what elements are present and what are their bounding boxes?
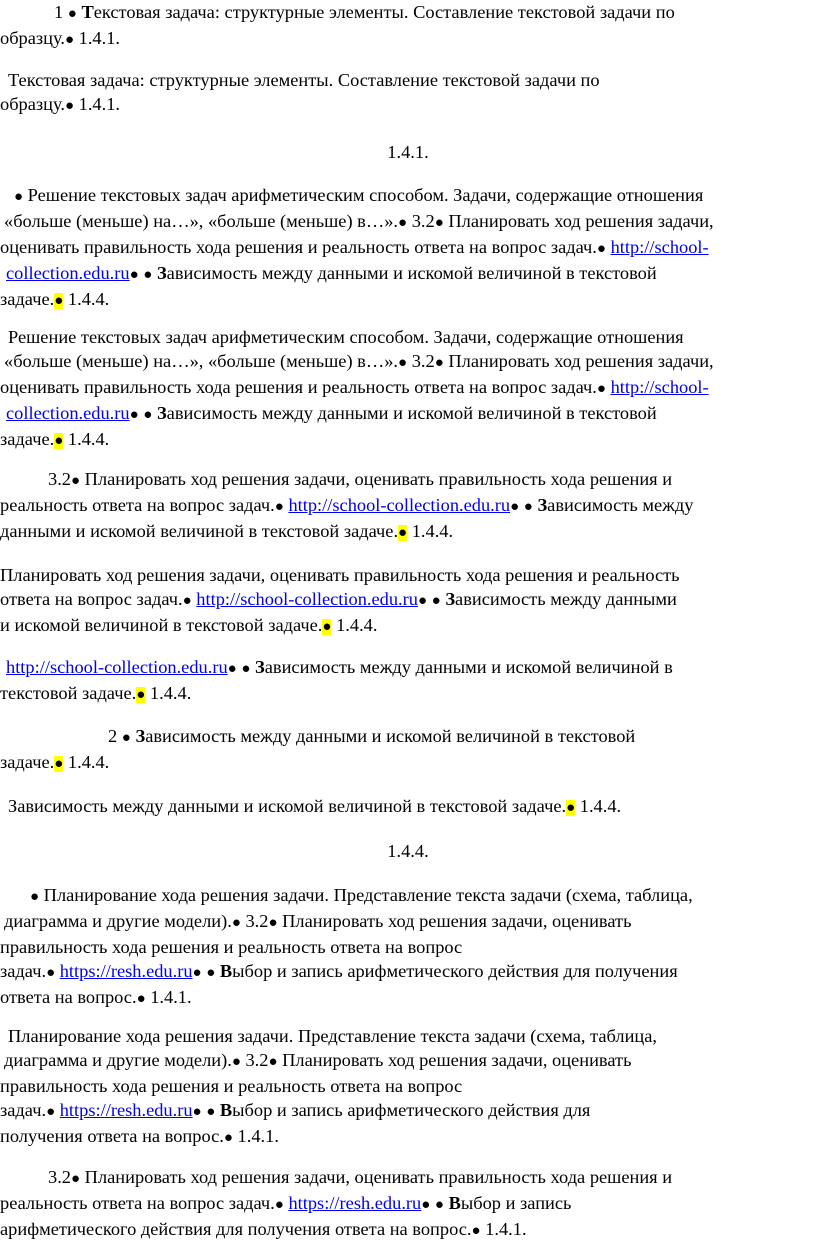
bullet-icon: ● xyxy=(434,215,444,231)
text-run: задач. xyxy=(0,961,47,981)
text-run: ыбор и запись арифметического действия для получения xyxy=(232,961,678,981)
text-line xyxy=(0,1124,816,1150)
text-run: 3.2 xyxy=(407,211,435,231)
bold-initial: Т xyxy=(81,2,94,22)
bullet-icon: ● xyxy=(227,661,237,677)
text-line xyxy=(0,909,816,935)
text-line xyxy=(0,26,816,52)
text-run: Зависимость между данными и искомой величиной в текстовой задаче. xyxy=(8,796,567,816)
bullet-icon: ● xyxy=(231,1054,241,1070)
bold-initial: В xyxy=(219,1100,233,1120)
bullet-icon: ● xyxy=(71,1171,81,1187)
text-run: Планирование хода решения задачи. Представление текста задачи (схема, таблица, xyxy=(8,1026,658,1046)
text-run: оценивать правильность хода решения и реальность ответа на вопрос задач. xyxy=(0,377,597,397)
highlighted-bullet-icon: ● xyxy=(54,293,64,309)
bullet-icon: ● xyxy=(274,499,284,515)
text-line xyxy=(0,1074,816,1098)
highlighted-bullet-icon: ● xyxy=(54,433,64,449)
text-line xyxy=(0,1098,816,1124)
paragraph-11 xyxy=(0,1024,816,1150)
bold-initial: З xyxy=(135,726,146,746)
text-run: Решение текстовых задач арифметическим способом. Задачи, содержащие отношения xyxy=(23,185,704,205)
text-line xyxy=(0,261,816,287)
text-line xyxy=(0,883,816,909)
bullet-icon: ● xyxy=(192,1104,202,1120)
text-run: 3.2 xyxy=(48,1167,71,1187)
text-run: 1.4.1. xyxy=(387,142,429,162)
text-run: 1.4.1. xyxy=(480,1219,527,1239)
bullet-icon: ● xyxy=(46,965,56,981)
text-run: ыбор и запись арифметического действия для xyxy=(232,1100,591,1120)
paragraph-10 xyxy=(0,883,816,1011)
text-line xyxy=(0,287,816,313)
bullet-icon: ● xyxy=(143,407,153,423)
paragraph-7 xyxy=(0,655,816,707)
bold-initial: З xyxy=(156,403,167,423)
text-line xyxy=(0,1191,816,1217)
highlighted-bullet-icon: ● xyxy=(322,619,332,635)
text-run: 1.4.4. xyxy=(63,429,110,449)
text-run: 2 xyxy=(108,726,122,746)
text-run: данными и искомой величиной в текстовой задаче. xyxy=(0,521,399,541)
text-run: ыбор и запись xyxy=(460,1193,572,1213)
bullet-icon: ● xyxy=(143,267,153,283)
text-run: Планировать ход решения задачи, оценивать xyxy=(277,911,632,931)
bullet-icon: ● xyxy=(223,1130,233,1146)
bullet-icon: ● xyxy=(596,381,606,397)
bullet-icon: ● xyxy=(398,215,408,231)
bullet-icon: ● xyxy=(421,1197,431,1213)
bullet-icon: ● xyxy=(129,407,139,423)
text-line xyxy=(0,92,816,118)
text-line xyxy=(0,1217,816,1243)
text-line xyxy=(0,724,816,750)
section-number-1-4-1 xyxy=(0,140,816,164)
text-line xyxy=(0,1024,816,1048)
text-run: 1.4.1. xyxy=(145,987,192,1007)
bullet-icon: ● xyxy=(136,991,146,1007)
text-run: Планирование хода решения задачи. Представление текста задачи (схема, таблица, xyxy=(39,885,693,905)
bullet-icon: ● xyxy=(398,355,408,371)
text-run: диаграмма и другие модели). xyxy=(4,1050,232,1070)
bullet-icon: ● xyxy=(71,473,81,489)
text-line xyxy=(0,681,816,707)
bullet-icon: ● xyxy=(523,499,533,515)
bullet-icon: ● xyxy=(268,1054,278,1070)
bullet-icon: ● xyxy=(129,267,139,283)
resource-link[interactable]: http://school-collection.edu.ru xyxy=(6,657,228,677)
bullet-icon: ● xyxy=(596,241,606,257)
paragraph-6 xyxy=(0,563,816,639)
text-run: Планировать ход решения задачи, оценивать правильность хода решения и реальность xyxy=(0,565,680,585)
text-run: образцу. xyxy=(0,28,65,48)
text-run: «больше (меньше) на…», «больше (меньше) в…». xyxy=(4,211,399,231)
bullet-icon: ● xyxy=(434,355,444,371)
text-run: ависимость между данными и искомой величиной в xyxy=(264,657,673,677)
paragraph-9 xyxy=(0,794,816,820)
bullet-icon: ● xyxy=(206,1104,216,1120)
paragraph-8 xyxy=(0,724,816,776)
bullet-icon: ● xyxy=(434,1197,444,1213)
resource-link[interactable]: https://resh.edu.ru xyxy=(59,1100,193,1120)
paragraph-12 xyxy=(0,1165,816,1243)
bold-initial: В xyxy=(219,961,233,981)
text-run: ависимость между данными и искомой величиной в текстовой xyxy=(145,726,636,746)
resource-link[interactable]: https://resh.edu.ru xyxy=(59,961,193,981)
text-line xyxy=(0,587,816,613)
text-run: задаче. xyxy=(0,752,55,772)
bullet-icon: ● xyxy=(192,965,202,981)
text-line xyxy=(0,401,816,427)
text-run: Планировать ход решения задачи, оценивать правильность хода решения и xyxy=(80,469,673,489)
bullet-icon: ● xyxy=(206,965,216,981)
text-run: 3.2 xyxy=(48,469,71,489)
resource-link[interactable]: http://school- xyxy=(610,237,709,257)
highlighted-bullet-icon: ● xyxy=(566,800,576,816)
text-run: екстовая задача: структурные элементы. Составление текстовой задачи по xyxy=(93,2,675,22)
text-line xyxy=(0,935,816,959)
text-run: реальность ответа на вопрос задач. xyxy=(0,495,275,515)
text-run: 1 xyxy=(54,2,68,22)
bullet-icon: ● xyxy=(274,1197,284,1213)
text-line xyxy=(0,839,816,863)
text-line xyxy=(0,349,816,375)
text-run: 3.2 xyxy=(240,911,269,931)
text-line xyxy=(0,613,816,639)
bullet-icon: ● xyxy=(510,499,520,515)
text-run: задач. xyxy=(0,1100,47,1120)
text-run: Текстовая задача: структурные элементы. Составление текстовой задачи по xyxy=(8,70,600,90)
text-run: оценивать правильность хода решения и реальность ответа на вопрос задач. xyxy=(0,237,597,257)
bullet-icon: ● xyxy=(64,32,75,48)
text-line xyxy=(0,0,816,26)
text-run: задаче. xyxy=(0,289,55,309)
highlighted-bullet-icon: ● xyxy=(136,687,146,703)
text-run: 3.2 xyxy=(240,1050,269,1070)
text-line xyxy=(0,1165,816,1191)
text-run: Планировать ход решения задачи, оценивать правильность хода решения и xyxy=(80,1167,673,1187)
text-run: 1.4.4. xyxy=(407,521,454,541)
text-run: ответа на вопрос задач. xyxy=(0,589,183,609)
bold-initial: З xyxy=(156,263,167,283)
text-line xyxy=(0,750,816,776)
text-line xyxy=(0,209,816,235)
text-run: 1.4.4. xyxy=(387,841,429,861)
text-run: образцу. xyxy=(0,94,65,114)
text-run: 1.4.1. xyxy=(74,94,121,114)
text-run: 1.4.4. xyxy=(63,289,110,309)
resource-link[interactable]: http://school- xyxy=(610,377,709,397)
text-run: 1.4.1. xyxy=(232,1126,279,1146)
text-run: текстовой задаче. xyxy=(0,683,137,703)
paragraph-3 xyxy=(0,183,816,313)
bullet-icon: ● xyxy=(231,915,241,931)
paragraph-2 xyxy=(0,68,816,118)
bullet-icon: ● xyxy=(471,1223,481,1239)
text-line xyxy=(0,235,816,261)
text-run: Планировать ход решения задачи, оценивать xyxy=(277,1050,632,1070)
text-line xyxy=(0,794,816,820)
bold-initial: З xyxy=(537,495,548,515)
text-line xyxy=(0,183,816,209)
text-line xyxy=(0,493,816,519)
bullet-icon: ● xyxy=(182,593,192,609)
text-run: реальность ответа на вопрос задач. xyxy=(0,1193,275,1213)
bullet-icon: ● xyxy=(30,889,40,905)
bullet-icon: ● xyxy=(67,6,77,22)
text-line xyxy=(0,427,816,453)
text-run: Планировать ход решения задачи, xyxy=(443,211,714,231)
text-run: Планировать ход решения задачи, xyxy=(443,351,714,371)
bullet-icon: ● xyxy=(64,98,75,114)
paragraph-4 xyxy=(0,325,816,453)
bullet-icon: ● xyxy=(431,593,441,609)
text-run: диаграмма и другие модели). xyxy=(4,911,232,931)
bullet-icon: ● xyxy=(241,661,251,677)
text-run: ависимость между данными и искомой величиной в текстовой xyxy=(166,263,657,283)
text-run: правильность хода решения и реальность ответа на вопрос xyxy=(0,937,463,957)
text-line xyxy=(0,68,816,92)
section-number-1-4-4 xyxy=(0,839,816,863)
bullet-icon: ● xyxy=(417,593,428,609)
text-run: правильность хода решения и реальность ответа на вопрос xyxy=(0,1076,463,1096)
text-line xyxy=(0,959,816,985)
text-run: ответа на вопрос. xyxy=(0,987,137,1007)
text-line xyxy=(0,140,816,164)
highlighted-bullet-icon: ● xyxy=(398,525,408,541)
text-line xyxy=(0,1048,816,1074)
text-run: 3.2 xyxy=(407,351,435,371)
text-run: получения ответа на вопрос. xyxy=(0,1126,224,1146)
text-run: 1.4.4. xyxy=(63,752,110,772)
bullet-icon: ● xyxy=(46,1104,56,1120)
resource-link[interactable]: http://school-collection.edu.ru xyxy=(196,589,418,609)
text-run: ависимость между данными и искомой величиной в текстовой xyxy=(166,403,657,423)
text-run: 1.4.4. xyxy=(575,796,622,816)
bullet-icon: ● xyxy=(14,189,24,205)
text-line xyxy=(0,375,816,401)
text-run: 1.4.4. xyxy=(145,683,192,703)
text-run: 1.4.4. xyxy=(331,615,378,635)
bold-initial: З xyxy=(255,657,265,677)
resource-link[interactable]: https://resh.edu.ru xyxy=(288,1193,422,1213)
text-run: и искомой величиной в текстовой задаче. xyxy=(0,615,323,635)
text-run: задаче. xyxy=(0,429,55,449)
text-line xyxy=(0,519,816,545)
highlighted-bullet-icon: ● xyxy=(54,756,64,772)
text-run: ависимость между xyxy=(547,495,694,515)
text-line xyxy=(0,467,816,493)
resource-link[interactable]: collection.edu.ru xyxy=(6,263,130,283)
paragraph-1 xyxy=(0,0,816,52)
text-line xyxy=(0,563,816,587)
text-line xyxy=(0,985,816,1011)
bold-initial: З xyxy=(445,589,456,609)
text-run: Решение текстовых задач арифметическим способом. Задачи, содержащие отношения xyxy=(8,327,684,347)
bullet-icon: ● xyxy=(268,915,278,931)
resource-link[interactable]: http://school-collection.edu.ru xyxy=(288,495,511,515)
bold-initial: В xyxy=(448,1193,461,1213)
text-line xyxy=(0,655,816,681)
bullet-icon: ● xyxy=(121,730,131,746)
text-run: 1.4.1. xyxy=(74,28,121,48)
text-line xyxy=(0,325,816,349)
text-run: «больше (меньше) на…», «больше (меньше) в…». xyxy=(4,351,399,371)
text-run: ависимость между данными xyxy=(455,589,677,609)
text-run: арифметического действия для получения ответа на вопрос. xyxy=(0,1219,472,1239)
paragraph-5 xyxy=(0,467,816,545)
resource-link[interactable]: collection.edu.ru xyxy=(6,403,130,423)
